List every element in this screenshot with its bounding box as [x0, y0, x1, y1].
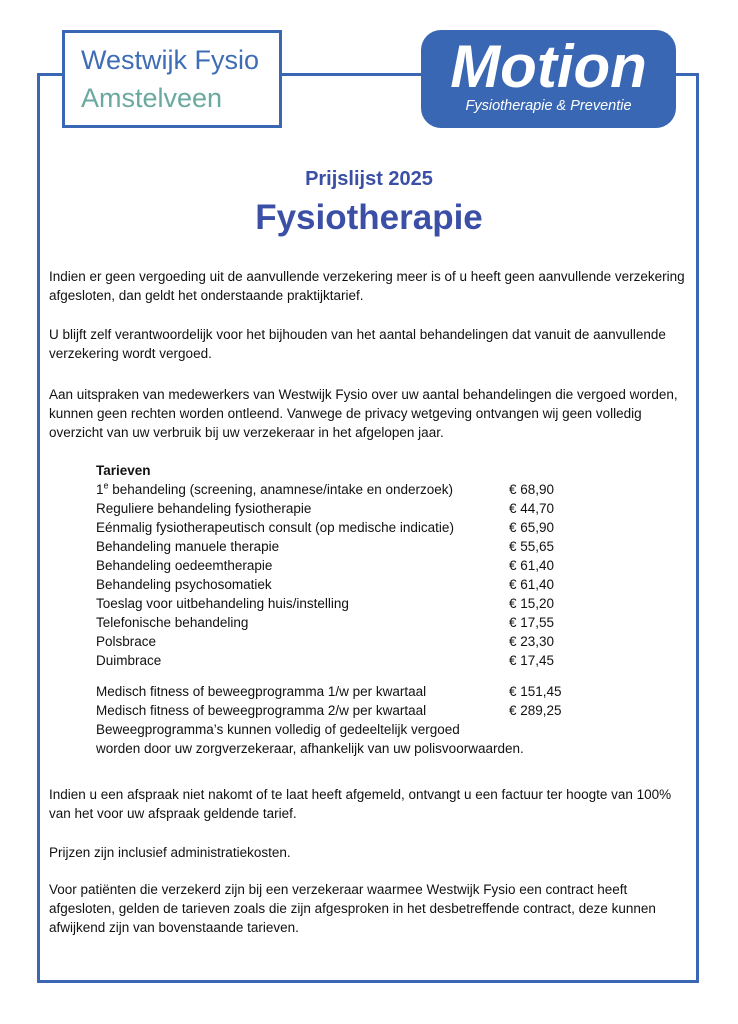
tariff-row	[96, 594, 656, 613]
tariff-list	[96, 461, 656, 758]
tariff-row	[96, 575, 656, 594]
program-note-line: Beweegprogramma’s kunnen volledig of gedeeltelijk vergoed	[96, 722, 460, 737]
tariff-row	[96, 518, 656, 537]
motion-logo-tagline: Fysiotherapie & Preventie	[465, 98, 632, 114]
tariff-heading: Tarieven	[96, 463, 151, 478]
tariff-label: Telefonische behandeling	[96, 615, 249, 630]
program-label: Medisch fitness of beweegprogramma 2/w per kwartaal	[96, 703, 427, 718]
tariff-row	[96, 556, 656, 575]
tariff-spacer	[96, 670, 656, 682]
paragraph-no-rights: Aan uitspraken van medewerkers van Westwijk Fysio over uw aantal behandelingen die vergoed worden, kunnen geen rechten worden ontleend. Vanwege de privacy wetgeving ontvangen wij geen volledig overzicht van uw verbruik bij uw verzekeraar in het afgelopen jaar.	[49, 387, 678, 440]
program-price: € 151,45	[509, 684, 562, 699]
paragraph-responsibility: U blijft zelf verantwoordelijk voor het bijhouden van het aantal behandelingen dat vanuit de aanvullende verzekering wordt vergoed.	[49, 327, 666, 361]
program-price: € 289,25	[509, 703, 562, 718]
tariff-row	[96, 632, 656, 651]
ordinal-suffix: e	[103, 480, 109, 491]
tariff-price: € 17,55	[509, 615, 555, 630]
tariff-label: Behandeling manuele therapie	[96, 539, 280, 554]
tariff-price: € 15,20	[509, 596, 555, 611]
tariff-price: € 17,45	[509, 653, 555, 668]
tariff-label: Toeslag voor uitbehandeling huis/instelling	[96, 596, 349, 611]
tariff-label: Duimbrace	[96, 653, 162, 668]
tariff-label: Reguliere behandeling fysiotherapie	[96, 501, 312, 516]
tariff-label	[96, 480, 453, 499]
westwijk-fysio-logo	[62, 30, 282, 128]
program-label: Medisch fitness of beweegprogramma 1/w per kwartaal	[96, 684, 427, 699]
tariff-label: Behandeling oedeemtherapie	[96, 558, 273, 573]
tariff-row	[96, 651, 656, 670]
tariff-price: € 44,70	[509, 501, 555, 516]
paragraph-no-coverage: Indien er geen vergoeding uit de aanvullende verzekering meer is of u heeft geen aanvullende verzekering afgesloten, dan geldt het onderstaande praktijktarief.	[49, 269, 685, 303]
tariff-price: € 55,65	[509, 539, 555, 554]
tariff-label: Polsbrace	[96, 634, 157, 649]
tariff-row	[96, 499, 656, 518]
paragraph-admin-costs: Prijzen zijn inclusief administratiekosten.	[49, 845, 291, 860]
logo-name: Westwijk Fysio	[81, 45, 260, 75]
program-row	[96, 682, 656, 701]
tariff-price: € 61,40	[509, 558, 555, 573]
tariff-label-text: behandeling (screening, anamnese/intake en onderzoek)	[108, 482, 454, 497]
paragraph-no-show: Indien u een afspraak niet nakomt of te laat heeft afgemeld, ontvangt u een factuur ter hoogte van 100% van het voor uw afspraak geldende tarief.	[49, 787, 672, 821]
document-subtitle: Prijslijst 2025	[305, 168, 433, 190]
tariff-label: Eénmalig fysiotherapeutisch consult (op medische indicatie)	[96, 520, 454, 535]
program-row	[96, 701, 656, 720]
program-note-line: worden door uw zorgverzekeraar, afhankelijk van uw polisvoorwaarden.	[96, 741, 524, 756]
logo-location: Amstelveen	[81, 83, 223, 113]
ordinal-number: 1	[96, 482, 104, 497]
tariff-row	[96, 613, 656, 632]
motion-logo-word: Motion	[450, 33, 647, 100]
tariff-row	[96, 537, 656, 556]
tariff-price: € 65,90	[509, 520, 555, 535]
tariff-row	[96, 480, 656, 499]
tariff-price: € 61,40	[509, 577, 555, 592]
document-title: Fysiotherapie	[255, 198, 483, 237]
tariff-price: € 68,90	[509, 482, 555, 497]
paragraph-contract-rates: Voor patiënten die verzekerd zijn bij een verzekeraar waarmee Westwijk Fysio een contract heeft afgesloten, gelden de tarieven zoals die zijn afgesproken in het desbetreffende contract, deze kunnen afwijkend zijn van bovenstaande tarieven.	[49, 882, 656, 935]
tariff-label: Behandeling psychosomatiek	[96, 577, 272, 592]
motion-logo	[421, 30, 676, 128]
tariff-price: € 23,30	[509, 634, 555, 649]
